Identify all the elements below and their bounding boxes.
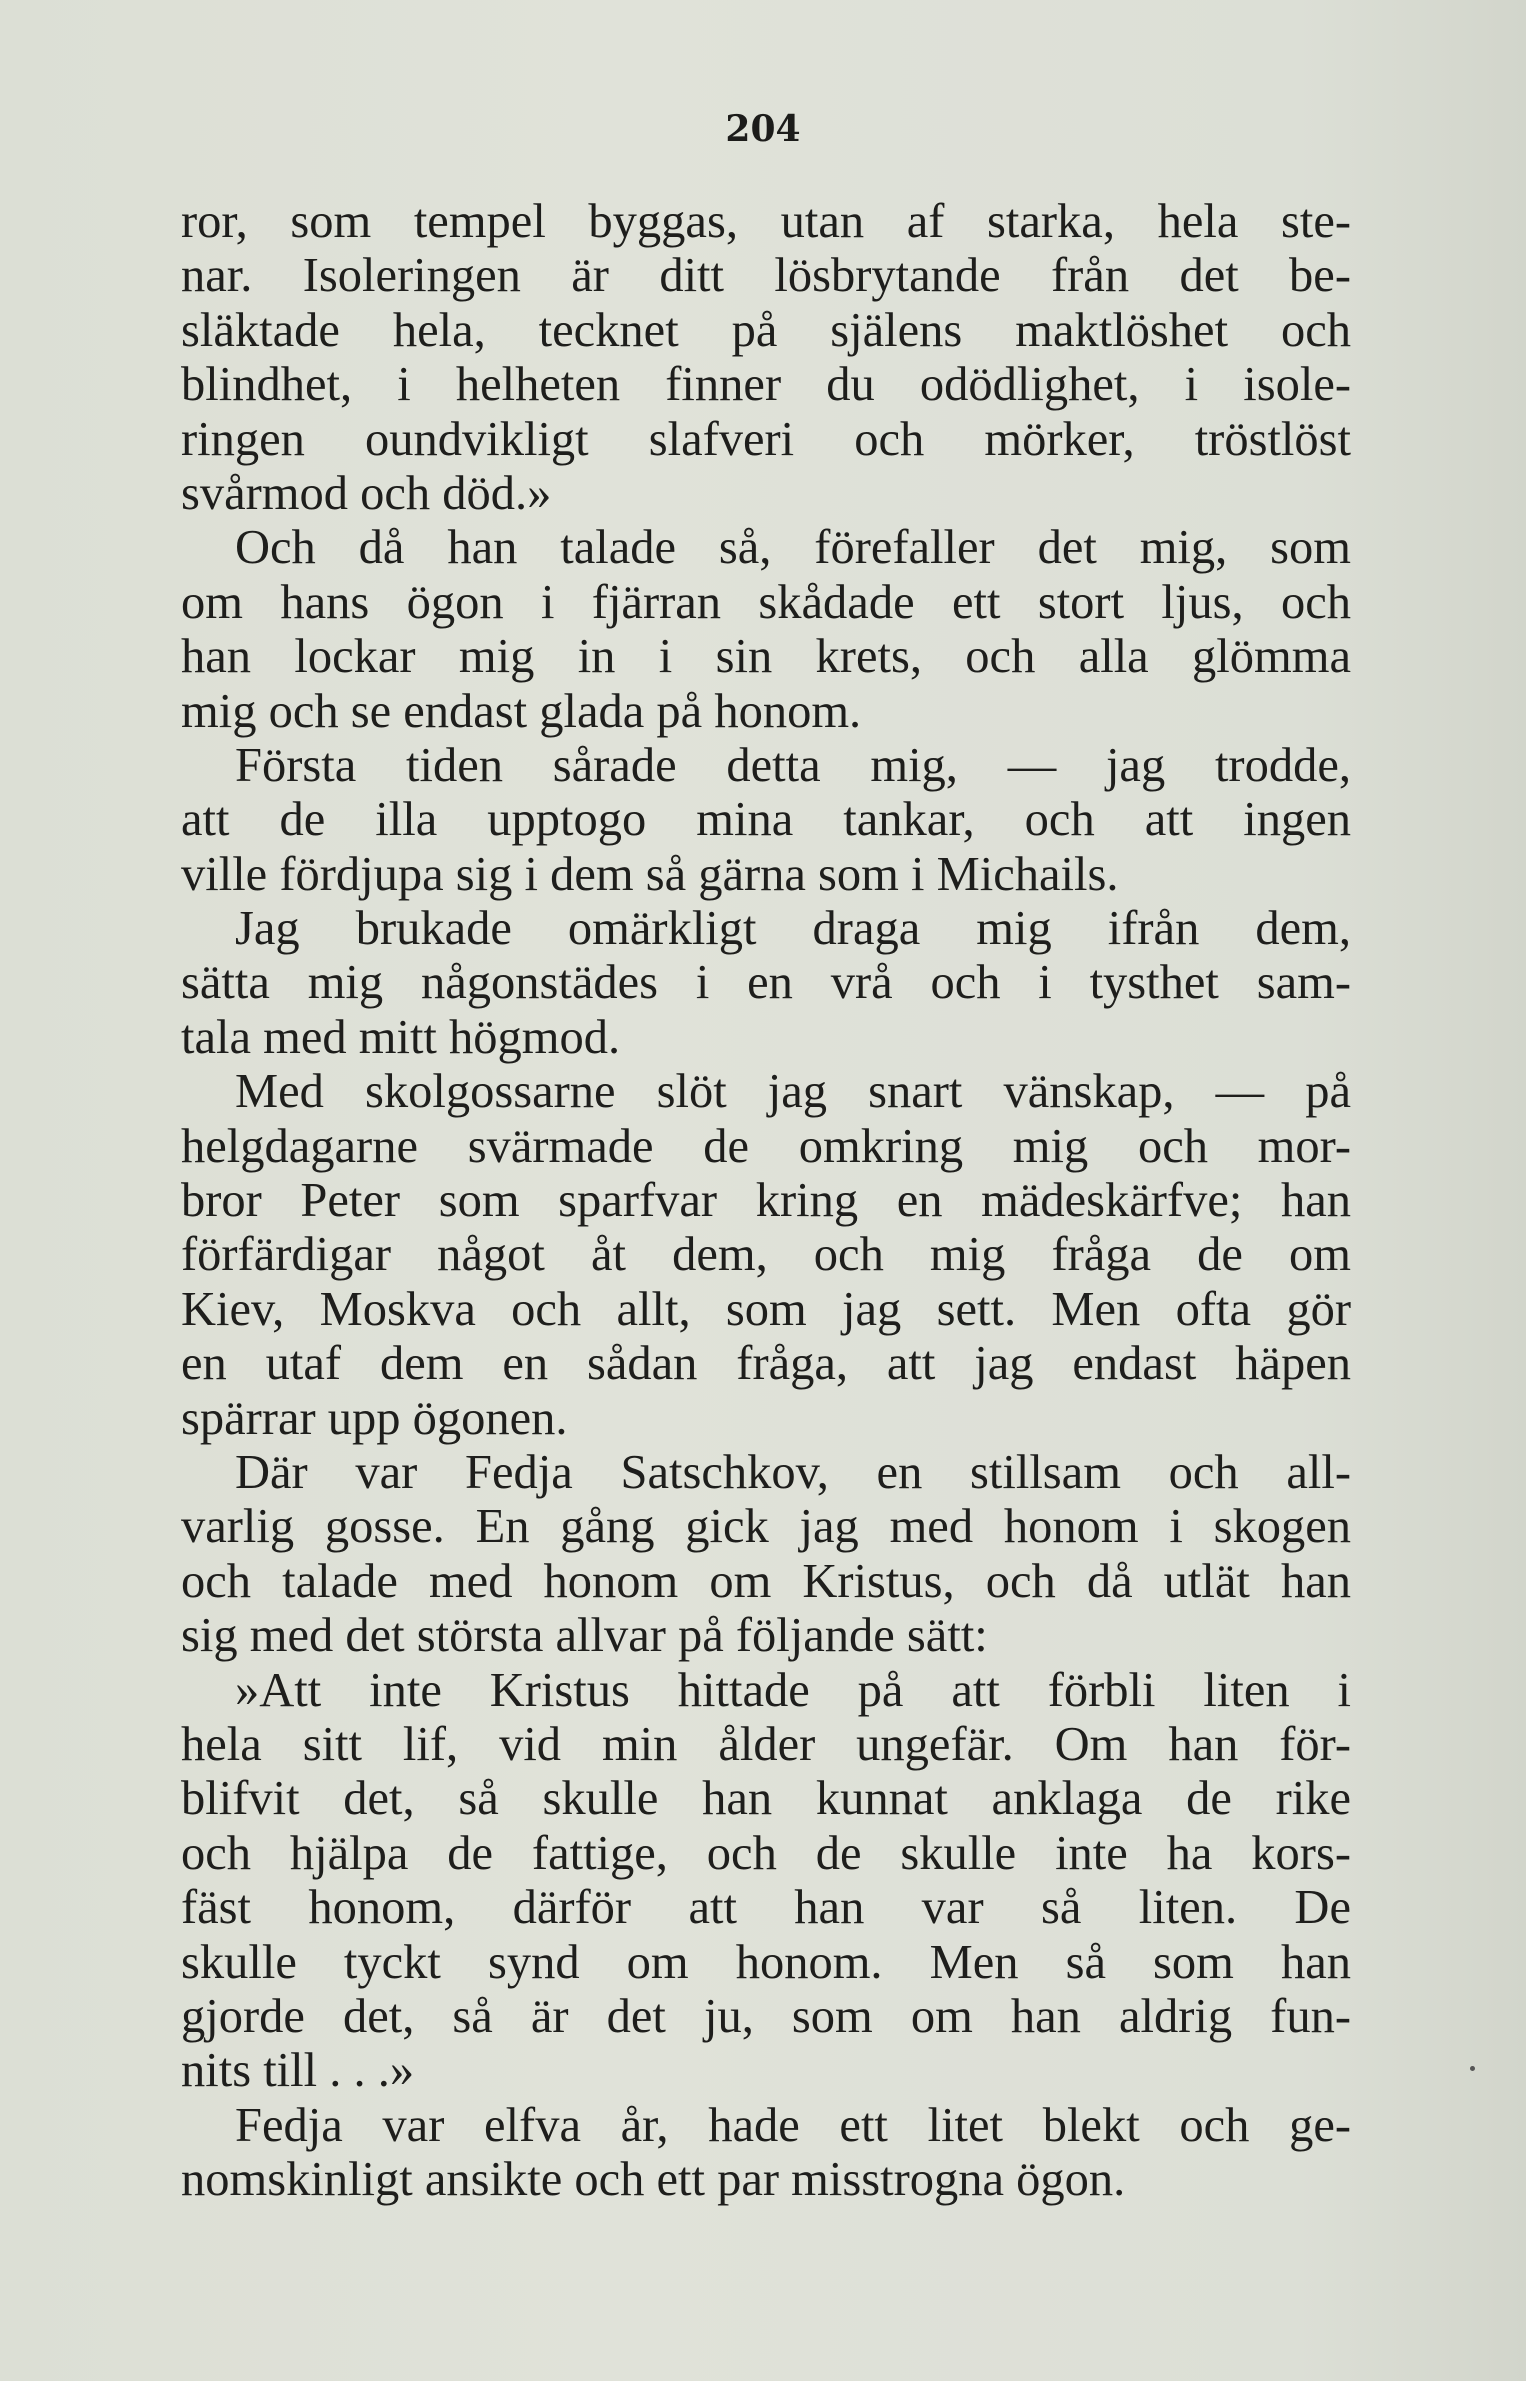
text-line: nomskinligt ansikte och ett par misstrogna ögon. xyxy=(181,2153,1126,2207)
text-line: han lockar mig in i sin krets, och alla glömma xyxy=(181,630,1351,684)
text-line: svårmod och död.» xyxy=(181,466,552,520)
text-line: mig och se endast glada på honom. xyxy=(181,684,862,738)
text-line: släktade hela, tecknet på själens maktlöshet och xyxy=(181,303,1351,357)
text-line: ville fördjupa sig i dem så gärna som i Michails. xyxy=(181,847,1119,901)
text-line: helgdagarne svärmade de omkring mig och mor- xyxy=(181,1119,1351,1173)
text-line: blindhet, i helheten finner du odödlighet, i isole- xyxy=(181,358,1351,412)
text-line: skulle tyckt synd om honom. Men så som han xyxy=(181,1935,1351,1989)
text-line: att de illa upptogo mina tankar, och att ingen xyxy=(181,793,1351,847)
paper-speck xyxy=(1470,2066,1475,2071)
text-line: bror Peter som sparfvar kring en mädeskärfve; han xyxy=(181,1174,1351,1228)
text-line: nar. Isoleringen är ditt lösbrytande från det be- xyxy=(181,249,1351,303)
text-line: och hjälpa de fattige, och de skulle inte ha kors- xyxy=(181,1826,1351,1880)
text-line: gjorde det, så är det ju, som om han aldrig fun- xyxy=(181,1989,1351,2043)
text-line: ror, som tempel byggas, utan af starka, hela ste- xyxy=(181,195,1351,248)
text-line: spärrar upp ögonen. xyxy=(181,1391,568,1445)
paragraph-start-line: »Att inte Kristus hittade på att förbli liten i xyxy=(235,1663,1351,1717)
text-line: ringen oundvikligt slafveri och mörker, tröstlöst xyxy=(181,412,1351,466)
paragraph-start-line: Där var Fedja Satschkov, en stillsam och all- xyxy=(235,1445,1351,1499)
text-line: sätta mig någonstädes i en vrå och i tysthet sam- xyxy=(181,956,1351,1010)
paragraph-start-line: Första tiden sårade detta mig, — jag trodde, xyxy=(235,738,1351,792)
paragraph-start-line: Jag brukade omärkligt draga mig ifrån dem, xyxy=(235,902,1351,956)
text-line: nits till . . .» xyxy=(181,2044,415,2098)
text-line: fäst honom, därför att han var så liten. De xyxy=(181,1881,1351,1935)
text-line: hela sitt lif, vid min ålder ungefär. Om han för- xyxy=(181,1717,1351,1771)
text-line: varlig gosse. En gång gick jag med honom i skogen xyxy=(181,1500,1351,1554)
text-line: förfärdigar något åt dem, och mig fråga de om xyxy=(181,1228,1351,1282)
text-line: tala med mitt högmod. xyxy=(181,1010,621,1064)
body-text xyxy=(181,195,1351,2207)
text-line: en utaf dem en sådan fråga, att jag endast häpen xyxy=(181,1337,1351,1391)
paragraph-start-line: Och då han talade så, förefaller det mig, som xyxy=(235,521,1351,575)
text-line: blifvit det, så skulle han kunnat anklaga de rike xyxy=(181,1772,1351,1826)
text-line: sig med det största allvar på följande sätt: xyxy=(181,1609,988,1663)
paragraph-start-line: Fedja var elfva år, hade ett litet blekt och ge- xyxy=(235,2098,1351,2152)
text-line: Kiev, Moskva och allt, som jag sett. Men ofta gör xyxy=(181,1282,1351,1336)
text-line: och talade med honom om Kristus, och då utlät han xyxy=(181,1554,1351,1608)
text-line: om hans ögon i fjärran skådade ett stort ljus, och xyxy=(181,575,1351,629)
paragraph-start-line: Med skolgossarne slöt jag snart vänskap, — på xyxy=(235,1065,1351,1119)
page-number: 204 xyxy=(725,108,801,150)
